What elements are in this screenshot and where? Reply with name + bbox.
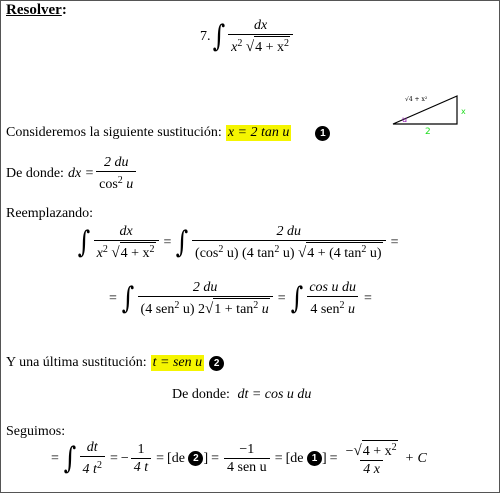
triangle-opposite-label: x: [461, 107, 466, 116]
triangle-angle-label: u: [402, 115, 408, 124]
reemplazando-line-1: ∫ dx $x^2$ √ $4 + x^2$ = ∫ 2 du ($\cos^2$ u) (4 $\tan^2 u$) √ 4 + (4 $\tan^2 u$) =: [77, 224, 399, 261]
substitution-1-line: Consideremos la siguiente sustitución: x = 2 tan u 1: [6, 125, 330, 141]
badge-2: 2: [209, 356, 224, 371]
substitution-1-expr: x = 2 tan u: [227, 125, 290, 140]
header-resolver: Resolver:: [6, 2, 67, 18]
badge-2-ref: 2: [188, 451, 203, 466]
right-triangle-diagram: [385, 88, 475, 138]
reemplazando-label: Reemplazando:: [6, 206, 94, 221]
triangle-adjacent-label: 2: [425, 127, 431, 137]
substitution-2-expr: t = sen u: [152, 355, 203, 370]
problem-statement: 7. ∫ dx $x^2$ √ $4 + x^2$: [200, 18, 295, 55]
integral-sign: ∫: [212, 18, 225, 54]
triangle-hypotenuse-label: √4 + x²: [405, 96, 428, 103]
badge-1: 1: [315, 126, 330, 141]
dx-line: De donde: dx = $\frac{2 du}{\cos^2 u}$: [6, 155, 138, 192]
substitution-2-line: Y una última sustitución: t = sen u 2: [6, 355, 224, 371]
dt-line: De donde: dt = cos u du: [172, 387, 312, 402]
badge-1-ref: 1: [307, 451, 322, 466]
seguimos-line: = ∫ $\frac{dt}{4 t^2}$ = − $\frac{1}{4 t}$ = [de 2 ] = $\frac{-1}{\text{4 sen u}}$ = [de 1 ] = − √ $4 + x^2$ 4 x + C: [51, 440, 427, 477]
reemplazando-line-2: = ∫ 2 du (4 sen$^2$ u) 2 √ $1 + \tan^2 u$ = ∫ $\frac{\text{cos u du}}{4 sen^2 u}$ =: [109, 280, 372, 317]
seguimos-label: Seguimos:: [6, 424, 66, 439]
